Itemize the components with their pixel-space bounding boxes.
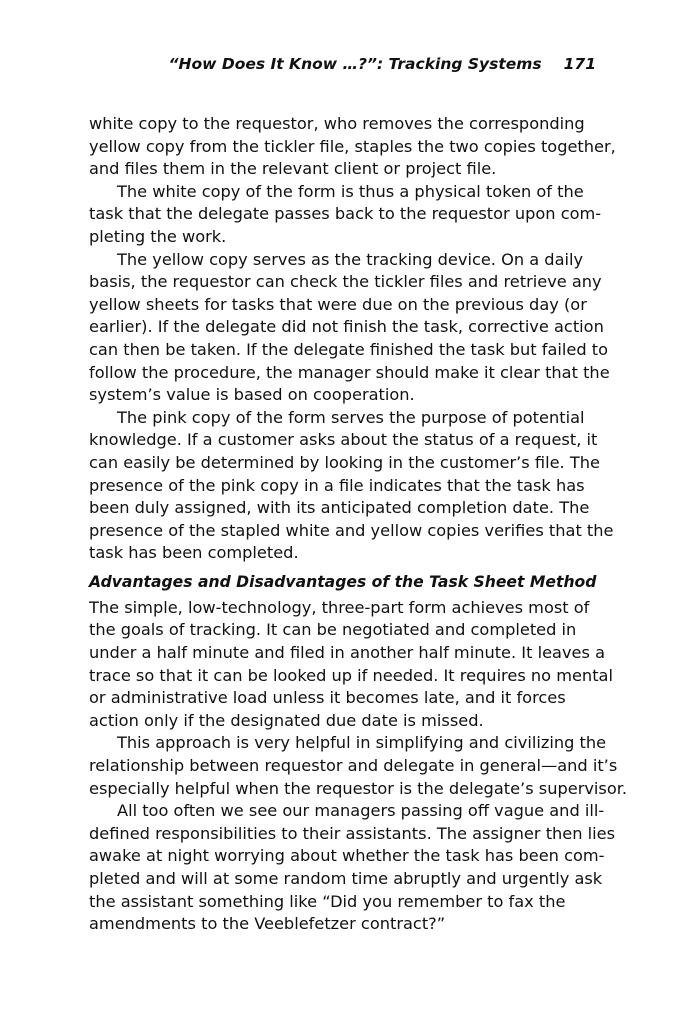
text-line: presence of the pink copy in a file indicates that the task has [89, 475, 585, 495]
text-line: can then be taken. If the delegate finished the task but failed to [89, 339, 609, 359]
running-head [169, 55, 596, 73]
text-line: relationship between requestor and delegate in general—and it’s [89, 756, 618, 776]
section-1-text [89, 113, 616, 565]
text-line: knowledge. If a customer asks about the status of a request, it [89, 430, 598, 450]
text-line: presence of the stapled white and yellow copies verifies that the [89, 520, 614, 540]
text-line: and files them in the relevant client or project file. [89, 159, 497, 179]
text-line: The pink copy of the form serves the purpose of potential [117, 407, 585, 427]
running-head-title: “How Does It Know …?”: Tracking Systems [168, 55, 542, 73]
text-line: follow the procedure, the manager should make it clear that the [89, 362, 610, 382]
text-line: especially helpful when the requestor is the delegate’s supervisor. [89, 778, 628, 798]
section-heading: Advantages and Disadvantages of the Task Sheet Method [89, 572, 597, 591]
text-line: can easily be determined by looking in the customer’s file. The [89, 452, 600, 472]
body-text [89, 113, 628, 936]
text-line: pleted and will at some random time abruptly and urgently ask [89, 869, 603, 888]
text-line: basis, the requestor can check the tickler files and retrieve any [89, 272, 602, 292]
text-line: or administrative load unless it becomes late, and it forces [89, 688, 566, 708]
text-line: the goals of tracking. It can be negotiated and completed in [89, 620, 577, 640]
text-line: system’s value is based on cooperation. [89, 385, 415, 405]
text-line: defined responsibilities to their assistants. The assigner then lies [89, 823, 616, 843]
text-line: The white copy of the form is thus a physical token of the [117, 181, 584, 201]
text-line: yellow copy from the tickler file, staples the two copies together, [89, 136, 616, 156]
page-number: 171 [563, 55, 596, 73]
text-line: awake at night worrying about whether the task has been com- [89, 846, 605, 866]
text-line: been duly assigned, with its anticipated completion date. The [89, 498, 590, 518]
text-line: The simple, low-technology, three-part form achieves most of [89, 597, 590, 617]
text-line: under a half minute and filed in another half minute. It leaves a [89, 643, 605, 663]
text-line: trace so that it can be looked up if needed. It requires no mental [89, 665, 613, 685]
section-2-text [89, 597, 628, 936]
text-line: yellow sheets for tasks that were due on the previous day (or [89, 294, 587, 314]
text-line: All too often we see our managers passing off vague and ill- [117, 801, 605, 821]
text-line: task that the delegate passes back to the requestor upon com- [89, 204, 602, 224]
text-line: action only if the designated due date is missed. [89, 710, 484, 730]
text-line: amendments to the Veeblefetzer contract?” [89, 914, 446, 934]
text-line: pleting the work. [89, 226, 227, 246]
text-line: the assistant something like “Did you remember to fax the [89, 891, 566, 911]
text-line: This approach is very helpful in simplifying and civilizing the [117, 733, 607, 753]
text-line: white copy to the requestor, who removes the corresponding [89, 114, 585, 133]
text-line: earlier). If the delegate did not finish the task, corrective action [89, 317, 604, 337]
text-line: The yellow copy serves as the tracking device. On a daily [117, 249, 584, 269]
text-line: task has been completed. [89, 543, 299, 563]
